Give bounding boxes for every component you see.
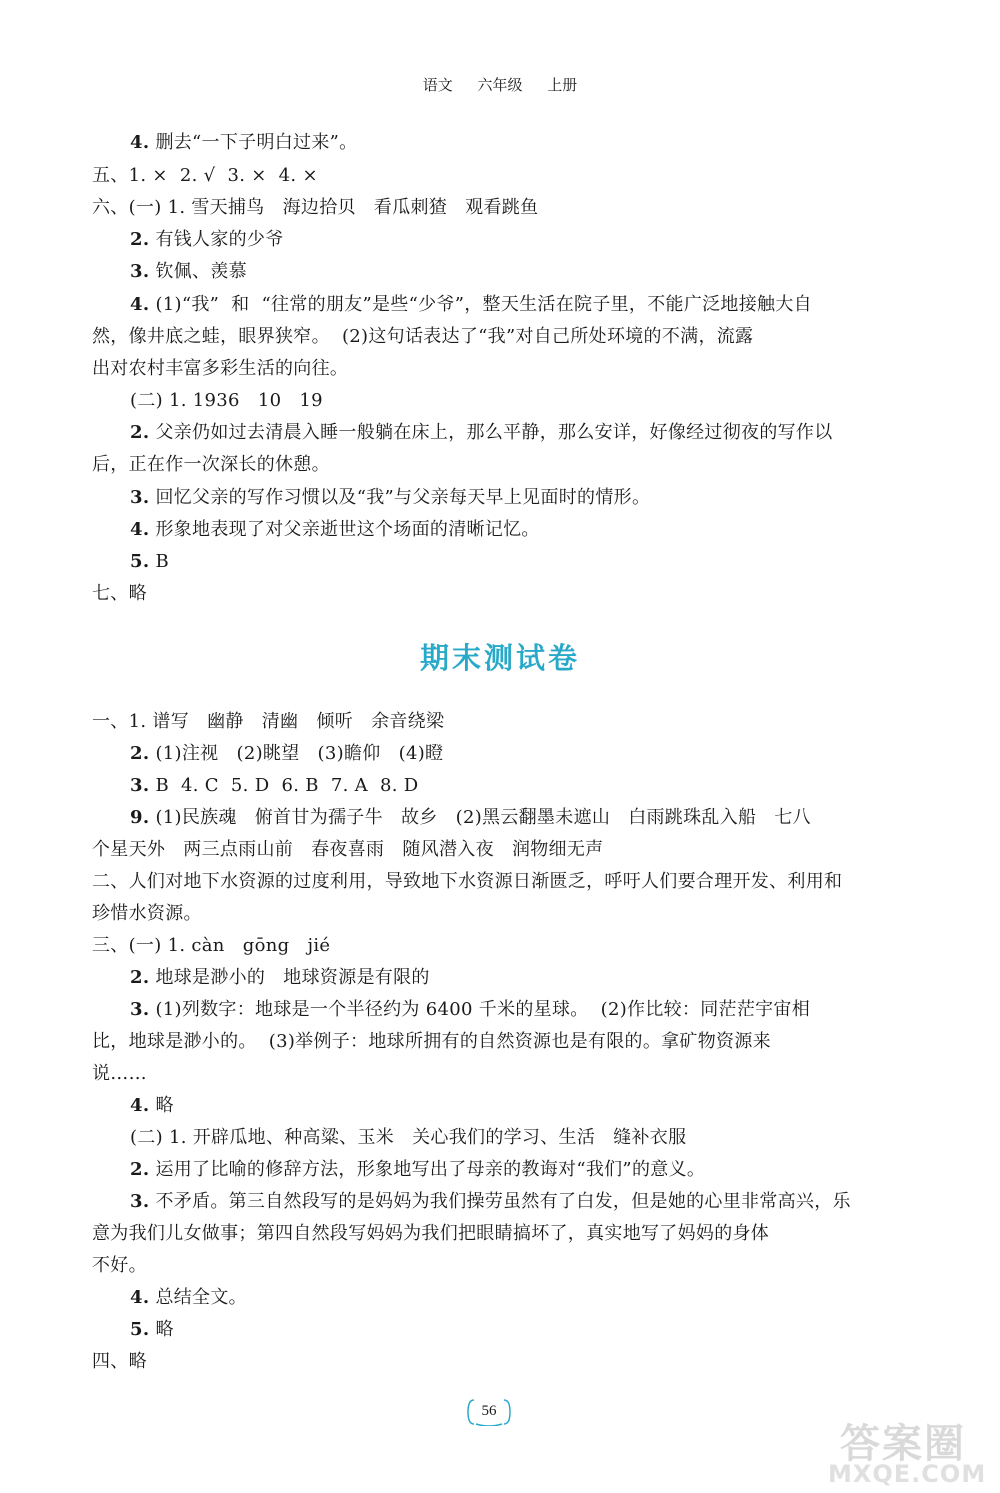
answer-line: 意为我们儿女做事；第四自然段写妈妈为我们把眼睛搞坏了，真实地写了妈妈的身体 <box>92 1223 770 1244</box>
answer-line: 不好。 <box>92 1255 147 1276</box>
answer-line: 后，正在作一次深长的休憩。 <box>92 454 330 475</box>
answer-line: 2. 父亲仍如过去清晨入睡一般躺在床上，那么平静，那么安详，好像经过彻夜的写作以 <box>130 422 833 443</box>
answer-line: 2. 有钱人家的少爷 <box>130 229 284 250</box>
header-grade: 六年级 <box>477 76 523 94</box>
answer-line: 2. (1)注视 (2)眺望 (3)瞻仰 (4)瞪 <box>130 743 444 764</box>
answer-line: 七、略 <box>92 583 147 604</box>
answer-line: 出对农村丰富多彩生活的向往。 <box>92 358 349 379</box>
answer-line: 六、(一) 1. 雪天捕鸟 海边拾贝 看瓜刺猹 观看跳鱼 <box>92 197 539 218</box>
answer-line: 二、人们对地下水资源的过度利用，导致地下水资源日渐匮乏，呼吁人们要合理开发、利用和 <box>92 871 843 892</box>
answer-line: 2. 地球是渺小的 地球资源是有限的 <box>130 967 430 988</box>
header-volume: 上册 <box>547 76 578 94</box>
answer-line: 一、1. 谱写 幽静 清幽 倾听 余音绕梁 <box>92 711 445 732</box>
section-title: 期末测试卷 <box>419 641 580 675</box>
watermark-logo: 答案圈 <box>840 1421 966 1467</box>
answer-line: 3. 回忆父亲的写作习惯以及“我”与父亲每天早上见面时的情形。 <box>130 487 651 508</box>
answer-line: 3. 钦佩、羡慕 <box>130 261 247 282</box>
page-number: 56 <box>481 1403 497 1419</box>
answer-line: 说…… <box>92 1063 147 1084</box>
answer-line: 3. 不矛盾。第三自然段写的是妈妈为我们操劳虽然有了白发，但是她的心里非常高兴，乐 <box>130 1191 851 1212</box>
answer-line: 3. (1)列数字：地球是一个半径约为 6400 千米的星球。 (2)作比较：同茫茫宇宙相 <box>130 999 811 1020</box>
answer-line: 3. B 4. C 5. D 6. B 7. A 8. D <box>130 775 419 796</box>
answer-line: 4. (1)“我” 和 “往常的朋友”是些“少爷”，整天生活在院子里，不能广泛地接触大自 <box>130 294 812 315</box>
answer-line: 然，像井底之蛙，眼界狭窄。 (2)这句话表达了“我”对自己所处环境的不满，流露 <box>92 326 754 347</box>
answer-line: 4. 总结全文。 <box>130 1287 247 1308</box>
answer-line: 四、略 <box>92 1351 147 1372</box>
answer-line: 五、1. × 2. √ 3. × 4. × <box>92 165 318 186</box>
answer-line: 4. 删去“一下子明白过来”。 <box>130 132 358 153</box>
answer-line: (二) 1. 1936 10 19 <box>130 390 323 411</box>
answer-line: 5. B <box>130 551 169 572</box>
watermark-url: MXQE.COM <box>828 1460 987 1488</box>
answer-line: (二) 1. 开辟瓜地、种高粱、玉米 关心我们的学习、生活 缝补衣服 <box>130 1127 687 1148</box>
answer-line: 9. (1)民族魂 俯首甘为孺子牛 故乡 (2)黑云翻墨未遮山 白雨跳珠乱入船 七八 <box>130 807 811 828</box>
running-header <box>0 74 1000 95</box>
answer-line: 2. 运用了比喻的修辞方法，形象地写出了母亲的教诲对“我们”的意义。 <box>130 1159 706 1180</box>
answer-line: 4. 形象地表现了对父亲逝世这个场面的清晰记忆。 <box>130 519 540 540</box>
answer-line: 三、(一) 1. càn gōng jié <box>92 935 331 956</box>
answer-line: 4. 略 <box>130 1095 174 1116</box>
answer-line: 个星天外 两三点雨山前 春夜喜雨 随风潜入夜 润物细无声 <box>92 839 604 860</box>
answer-line: 珍惜水资源。 <box>92 903 202 924</box>
header-subject: 语文 <box>422 76 453 94</box>
answer-line: 5. 略 <box>130 1319 174 1340</box>
answer-line: 比，地球是渺小的。 (3)举例子：地球所拥有的自然资源也是有限的。拿矿物资源来 <box>92 1031 771 1052</box>
